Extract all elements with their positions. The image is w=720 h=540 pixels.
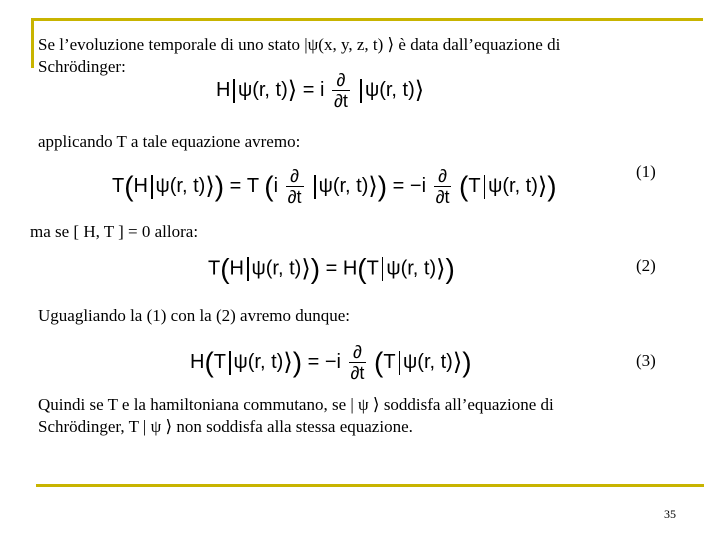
equation-1: T(H ψ(r, t)⟩) = T (i $\frac{\partial}{\partial t}$ ψ(r, t)⟩) = −i $\frac{\partial}{\partial t}$ (T ψ(r, t)⟩) bbox=[112, 166, 557, 207]
conclusion-line-2: Schrödinger, T | ψ ⟩ non soddisfa alla stessa equazione. bbox=[38, 417, 413, 436]
equation-1-label: (1) bbox=[636, 162, 656, 181]
bottom-accent-line bbox=[36, 484, 704, 487]
intro-line-1: Se l’evoluzione temporale di uno stato |ψ(x, y, z, t) ⟩ è data dall’equazione di bbox=[38, 35, 561, 54]
intro-line-2: Schrödinger: bbox=[38, 57, 126, 76]
equation-2-label: (2) bbox=[636, 256, 656, 275]
top-accent-line bbox=[31, 18, 703, 21]
equation-3: H(T ψ(r, t)⟩) = −i $\frac{\partial}{\partial t}$ (T ψ(r, t)⟩) bbox=[190, 342, 472, 383]
comparison-line: Uguagliando la (1) con la (2) avremo dunque: bbox=[38, 306, 351, 325]
equation-2: T(H ψ(r, t)⟩) = H(T ψ(r, t)⟩) bbox=[208, 253, 455, 284]
conclusion-line-1: Quindi se T e la hamiltoniana commutano, se | ψ ⟩ soddisfa all’equazione di bbox=[38, 395, 554, 414]
commutator-line: ma se [ H, T ] = 0 allora: bbox=[30, 222, 199, 241]
partial-derivative: $\frac{\partial}{\partial t}$ bbox=[333, 70, 348, 111]
equation-3-label: (3) bbox=[636, 351, 656, 370]
intro-line-3: applicando T a tale equazione avremo: bbox=[38, 132, 301, 151]
left-accent-line bbox=[31, 18, 34, 68]
schrodinger-equation: H ψ(r, t)⟩ = i $\frac{\partial}{\partial t}$ ψ(r, t)⟩ bbox=[216, 70, 425, 111]
page-number: 35 bbox=[664, 507, 676, 521]
